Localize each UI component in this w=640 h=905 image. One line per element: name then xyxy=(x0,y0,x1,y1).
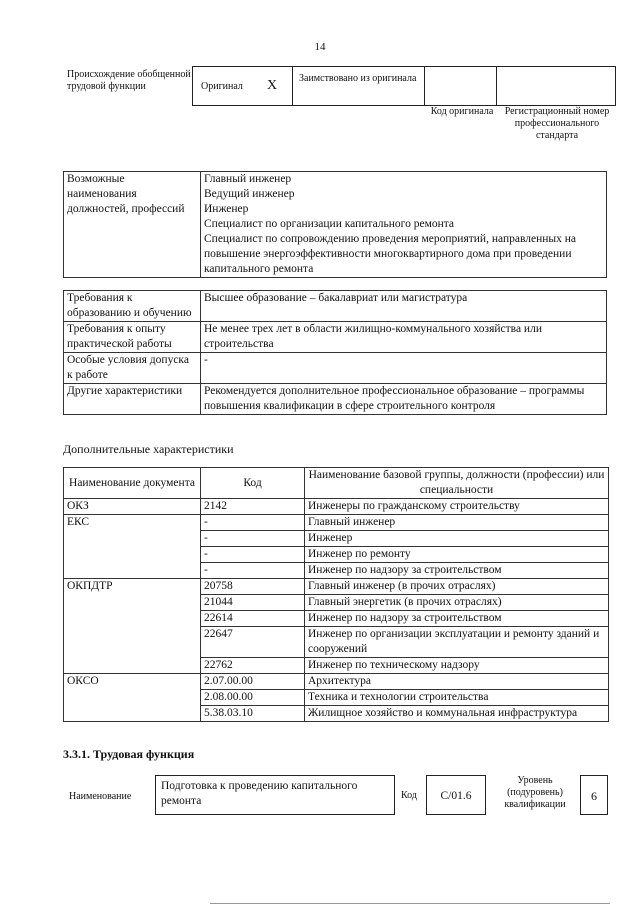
code-cell: 22762 xyxy=(201,658,305,674)
code-cell: 2.07.00.00 xyxy=(201,674,305,690)
table-row xyxy=(64,499,609,515)
code-cell: 5.38.03.10 xyxy=(201,706,305,722)
positions-table xyxy=(63,171,607,278)
requirements-table xyxy=(63,290,607,415)
labor-function-code-label: Код xyxy=(401,790,417,801)
code-cell: 22614 xyxy=(201,611,305,627)
additional-table xyxy=(63,467,609,722)
requirement-value: Высшее образование – бакалавриат или магистратура xyxy=(201,291,607,322)
doc-cell: ОКСО xyxy=(64,674,201,722)
requirement-value: - xyxy=(201,353,607,384)
bottom-edge-line xyxy=(210,903,610,904)
name-cell: Инженер по надзору за строительством xyxy=(305,611,609,627)
code-cell: - xyxy=(201,563,305,579)
name-cell: Техника и технологии строительства xyxy=(305,690,609,706)
code-cell: - xyxy=(201,547,305,563)
additional-header-row xyxy=(64,468,609,499)
name-cell: Инженер xyxy=(305,531,609,547)
position-item: Специалист по организации капитального ремонта xyxy=(204,218,455,230)
labor-function-level-label: Уровень (подуровень) квалификации xyxy=(504,775,566,810)
doc-cell: ОКЗ xyxy=(64,499,201,515)
requirement-label: Требования к опыту практической работы xyxy=(64,322,201,353)
name-cell: Инженеры по гражданскому строительству xyxy=(305,499,609,515)
requirement-value: Не менее трех лет в области жилищно-коммунального хозяйства или строительства xyxy=(201,322,607,353)
name-cell: Инженер по ремонту xyxy=(305,547,609,563)
name-cell: Инженер по надзору за строительством xyxy=(305,563,609,579)
code-cell: 2.08.00.00 xyxy=(201,690,305,706)
name-cell: Главный инженер (в прочих отраслях) xyxy=(305,579,609,595)
requirement-row xyxy=(64,322,607,353)
header-doc: Наименование документа xyxy=(64,468,201,499)
requirement-row xyxy=(64,291,607,322)
table-row xyxy=(64,579,609,595)
table-row xyxy=(64,674,609,690)
position-item: Инженер xyxy=(204,203,249,215)
requirement-label: Особые условия допуска к работе xyxy=(64,353,201,384)
name-cell: Жилищное хозяйство и коммунальная инфраструктура xyxy=(305,706,609,722)
code-cell: - xyxy=(201,515,305,531)
origin-box xyxy=(192,66,616,106)
labor-function-title: 3.3.1. Трудовая функция xyxy=(63,747,195,761)
origin-borrowed-cell: Заимствовано из оригинала xyxy=(293,67,425,105)
origin-reg-caption: Регистрационный номер профессионального стандарта xyxy=(504,106,610,141)
code-cell: 2142 xyxy=(201,499,305,515)
doc-cell: ЕКС xyxy=(64,515,201,579)
requirement-row xyxy=(64,353,607,384)
positions-row xyxy=(64,172,607,278)
header-name: Наименование базовой группы, должности (профессии) или специальности xyxy=(305,468,609,499)
requirement-label: Требования к образованию и обучению xyxy=(64,291,201,322)
position-item: Главный инженер xyxy=(204,173,292,185)
name-cell: Инженер по техническому надзору xyxy=(305,658,609,674)
header-code: Код xyxy=(201,468,305,499)
code-cell: 22647 xyxy=(201,627,305,658)
code-cell: 20758 xyxy=(201,579,305,595)
name-cell: Инженер по организации эксплуатации и ремонту зданий и сооружений xyxy=(305,627,609,658)
origin-original-cell xyxy=(193,67,293,105)
additional-title: Дополнительные характеристики xyxy=(63,442,234,456)
labor-function-code-box: C/01.6 xyxy=(426,775,486,815)
position-item: Ведущий инженер xyxy=(204,188,295,200)
code-cell: - xyxy=(201,531,305,547)
code-cell: 21044 xyxy=(201,595,305,611)
labor-function-name-label: Наименование xyxy=(69,791,132,802)
doc-cell: ОКПДТР xyxy=(64,579,201,674)
page-number: 14 xyxy=(314,41,326,53)
origin-original-label: Оригинал xyxy=(201,81,243,92)
position-item: Специалист по сопровождению проведения мероприятий, направленных на повышение энергоэффективности многоквартирного дома при проведении капитального ремонта xyxy=(204,233,576,275)
requirement-label: Другие характеристики xyxy=(64,384,201,415)
name-cell: Главный инженер xyxy=(305,515,609,531)
requirement-value: Рекомендуется дополнительное профессиональное образование – программы повышения квалификации в сфере строительного контроля xyxy=(201,384,607,415)
name-cell: Главный энергетик (в прочих отраслях) xyxy=(305,595,609,611)
requirement-row xyxy=(64,384,607,415)
origin-original-mark: X xyxy=(267,78,278,93)
origin-label: Происхождение обобщенной трудовой функции xyxy=(67,69,191,92)
origin-code-caption: Код оригинала xyxy=(430,106,494,117)
name-cell: Архитектура xyxy=(305,674,609,690)
labor-function-name-box: Подготовка к проведению капитального ремонта xyxy=(155,775,395,815)
table-row xyxy=(64,515,609,531)
positions-list xyxy=(201,172,607,278)
origin-code-cell xyxy=(425,67,497,105)
positions-label: Возможные наименования должностей, профессий xyxy=(64,172,201,278)
labor-function-level-box: 6 xyxy=(580,775,608,815)
